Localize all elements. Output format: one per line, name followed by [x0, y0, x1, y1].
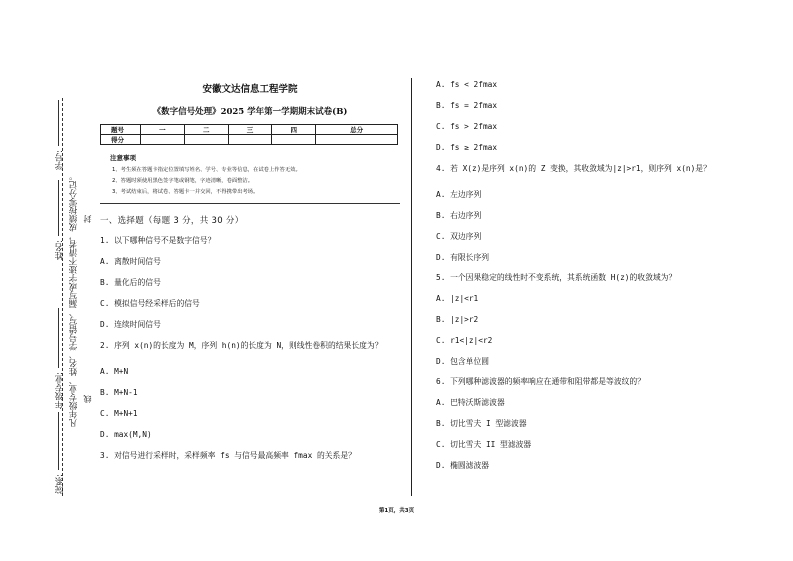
option: B. fs = 2fmax — [436, 101, 498, 110]
option: B. M+N-1 — [100, 388, 138, 397]
option: A. M+N — [100, 367, 129, 376]
note-item: 2、答题时须使用黑色签字笔或钢笔，字迹清晰，卷面整洁。 — [112, 178, 254, 184]
left-column — [100, 76, 400, 466]
option: D. 连续时间信号 — [100, 320, 161, 329]
option: A. 巴特沃斯滤波器 — [436, 398, 505, 407]
option: C. 切比雪夫 II 型滤波器 — [436, 440, 532, 449]
table-cell — [184, 135, 228, 145]
major-label: 年级专业: — [55, 372, 65, 409]
college-label: 院系: — [55, 474, 65, 494]
option: D. 有限长序列 — [436, 253, 490, 262]
table-cell — [272, 135, 316, 145]
option: B. |z|>r2 — [436, 315, 479, 324]
divider-line — [100, 203, 400, 204]
page-number: 第1页，共3页 — [378, 508, 415, 514]
question-2: 2. 序列 x(n)的长度为 M，序列 h(n)的长度为 N，则线性卷积的结果长度为？ — [100, 341, 383, 350]
name-label: 姓名: — [55, 240, 65, 260]
option: C. r1<|z|<r2 — [436, 336, 493, 345]
option: A. |z|<r1 — [436, 294, 479, 303]
option: C. fs > 2fmax — [436, 122, 498, 131]
major-blank — [58, 308, 59, 368]
table-cell: 三 — [228, 125, 272, 135]
table-cell: 二 — [184, 125, 228, 135]
score-table-header-row — [101, 125, 398, 135]
table-cell: 题号 — [101, 125, 141, 135]
student-id-blank — [58, 100, 59, 146]
option: A. 离散时间信号 — [100, 257, 161, 266]
notes-title: 注意事项 — [110, 154, 136, 162]
option: C. 模拟信号经采样后的信号 — [100, 299, 200, 308]
note-item: 1、考生须在答题卡指定位置填写姓名、学号、专业等信息，在试卷上作答无效。 — [112, 167, 301, 173]
school-name: 安徽文达信息工程学院 — [202, 84, 298, 95]
option: B. 量化后的信号 — [100, 278, 161, 287]
option: B. 右边序列 — [436, 211, 482, 220]
option: D. 椭圆滤波器 — [436, 461, 490, 470]
question-4: 4. 若 X(z)是序列 x(n)的 Z 变换，其收敛域为|z|>r1，则序列 x(n)是？ — [436, 164, 711, 173]
seal-char-2: 线 — [83, 395, 92, 403]
option: B. 切比雪夫 I 型滤波器 — [436, 419, 527, 428]
table-cell: 四 — [272, 125, 316, 135]
question-1: 1. 以下哪种信号不是数字信号？ — [100, 236, 216, 245]
option: C. 双边序列 — [436, 232, 482, 241]
option: A. 左边序列 — [436, 190, 482, 199]
question-3: 3. 对信号进行采样时，采样频率 fs 与信号最高频率 fmax 的关系是？ — [100, 451, 356, 460]
student-id-label: 学号: — [55, 150, 65, 170]
warning-text: 凡年级专业、姓名、学号错写、漏写或字迹不清者，成绩按零分记。 — [69, 172, 79, 427]
question-6: 6. 下列哪种滤波器的频率响应在通带和阻带都是等波纹的？ — [436, 377, 646, 386]
section-heading: 一、选择题（每题 3 分，共 30 分） — [100, 216, 244, 226]
option: D. 包含单位圆 — [436, 357, 490, 366]
option: A. fs < 2fmax — [436, 80, 498, 89]
table-cell — [141, 135, 185, 145]
seal-char-1: 封 — [83, 215, 92, 223]
option: D. fs ≥ 2fmax — [436, 143, 498, 152]
college-blank — [58, 412, 59, 470]
score-table — [100, 124, 398, 145]
table-cell: 总分 — [316, 125, 398, 135]
binding-margin — [0, 0, 100, 561]
score-table-score-row — [101, 135, 398, 145]
right-column — [436, 76, 736, 471]
name-blank — [58, 180, 59, 236]
note-item: 3、考试结束后，将试卷、答题卡一并交回，不得携带出考场。 — [112, 189, 259, 195]
table-cell: 得分 — [101, 135, 141, 145]
table-cell — [316, 135, 398, 145]
column-divider — [411, 78, 412, 496]
option: C. M+N+1 — [100, 409, 138, 418]
option: D. max(M,N) — [100, 430, 152, 439]
table-cell — [228, 135, 272, 145]
table-cell: 一 — [141, 125, 185, 135]
exam-title: 《数字信号处理》2025 学年第一学期期末试卷(B) — [152, 107, 348, 117]
question-5: 5. 一个因果稳定的线性时不变系统，其系统函数 H(z)的收敛域为？ — [436, 273, 677, 282]
